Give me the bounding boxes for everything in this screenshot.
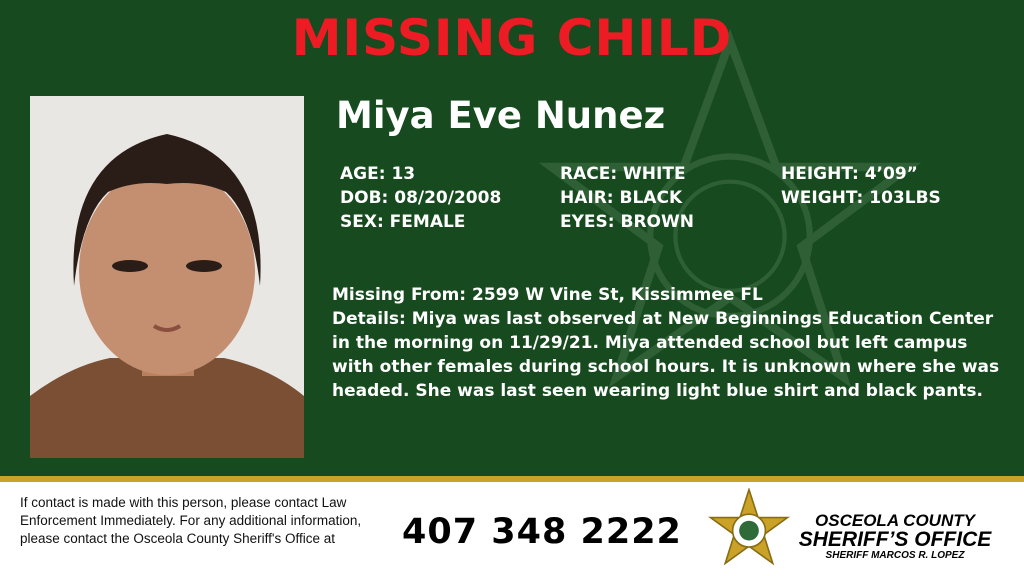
footer — [0, 482, 1024, 576]
org-office: SHERIFF’S OFFICE — [798, 528, 992, 551]
contact-instructions: If contact is made with this person, please contact Law Enforcement Immediately. For any additional information, please contact the Osceola County Sheriff's Office at — [20, 495, 362, 546]
missing-from: Missing From: 2599 W Vine St, Kissimmee FL — [332, 285, 763, 305]
facts-column-1 — [340, 162, 501, 234]
case-details — [332, 283, 1002, 403]
dob: DOB: 08/20/2008 — [340, 188, 502, 208]
org-sheriff: SHERIFF MARCOS R. LOPEZ — [825, 550, 965, 561]
facts-column-2 — [560, 162, 694, 234]
height: HEIGHT: 4’09” — [781, 164, 918, 184]
sheriff-office-name — [790, 512, 1000, 562]
child-name: Miya Eve Nunez — [336, 94, 666, 137]
race: RACE: WHITE — [560, 164, 686, 184]
poster-title: MISSING CHILD — [291, 9, 733, 67]
hair: HAIR: BLACK — [560, 188, 683, 208]
phone-number[interactable]: 407 348 2222 — [402, 512, 682, 552]
portrait-icon — [30, 96, 304, 458]
facts-column-3 — [781, 162, 941, 210]
details-text: Details: Miya was last observed at New Beginnings Education Center in the morning on 11/29/21. Miya attended school but left campus with other females during school hours. It is unknown where she was headed. She was last seen wearing light blue shirt and black pants. — [332, 309, 1000, 401]
weight: WEIGHT: 103LBS — [781, 188, 941, 208]
sheriff-star-badge-icon — [708, 488, 790, 570]
child-photo — [30, 96, 304, 458]
eyes: EYES: BROWN — [560, 212, 694, 232]
org-county: OSCEOLA COUNTY — [815, 511, 975, 530]
sex: SEX: FEMALE — [340, 212, 466, 232]
age: AGE: 13 — [340, 164, 416, 184]
